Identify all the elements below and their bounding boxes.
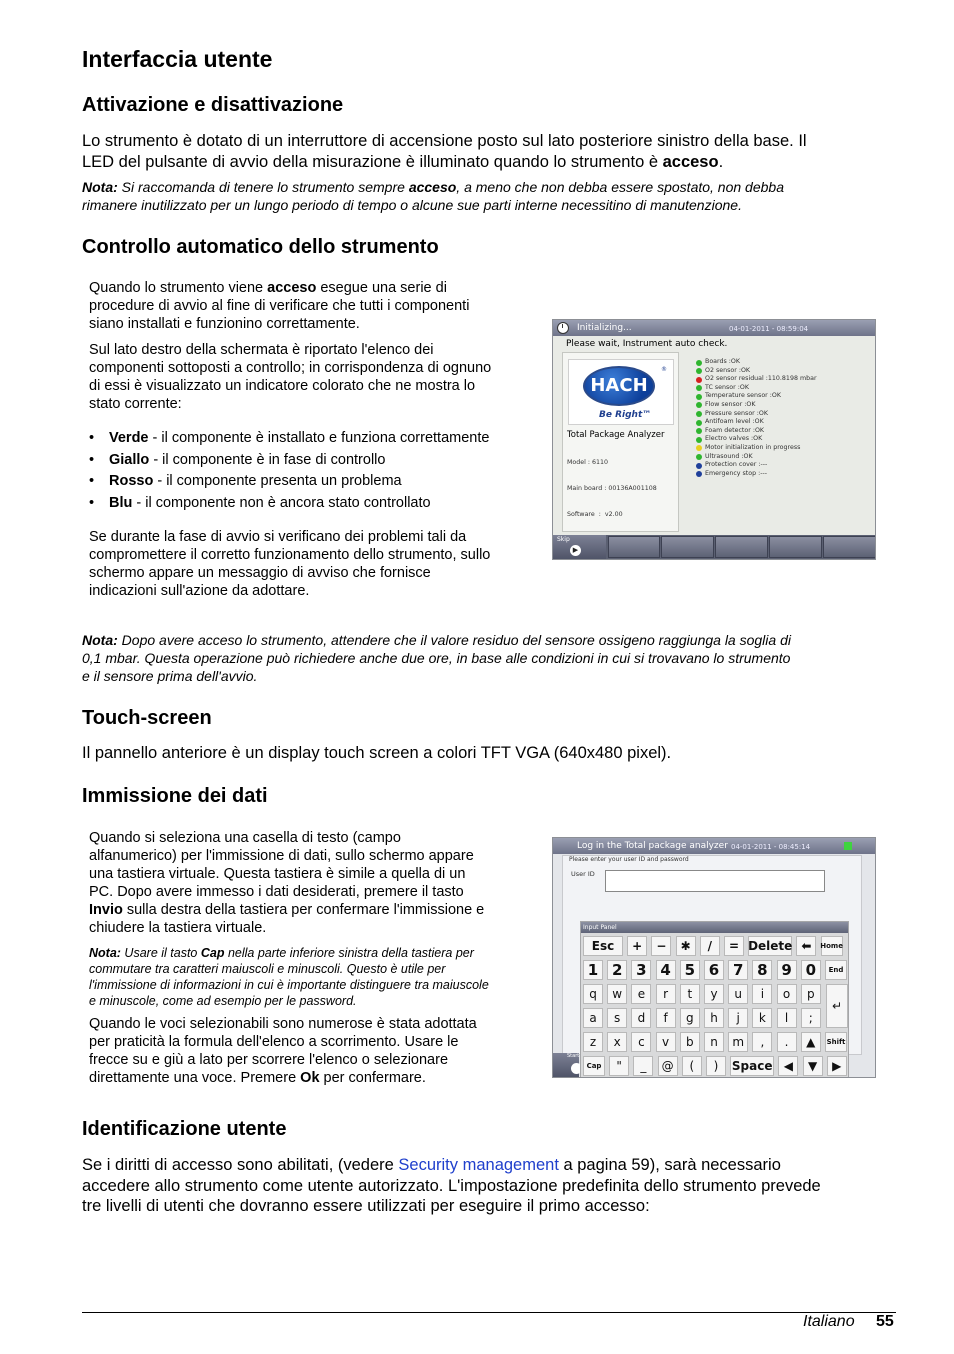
status-text: Boards :OK [705,358,740,365]
status-row [696,410,817,419]
status-text: Electro valves :OK [705,435,763,443]
start-label: Start [567,1053,580,1059]
key[interactable]: z [583,1032,603,1052]
status-text: TC sensor :OK [705,383,749,391]
user-id-field[interactable] [605,870,825,892]
key[interactable]: Shift [825,1032,847,1052]
key[interactable]: 9 [777,960,797,980]
page-number: 55 [876,1313,894,1330]
note: Nota: Dopo avere acceso lo strumento, attendere che il valore residuo del sensore ossigeno raggiunga la soglia di 0,1 mbar. Questa operazione può richiedere anche due ore, in base alle condizioni in cui si trovavano lo strumento e il sensore prima dell'avvio. [82,632,791,684]
status-row [696,435,817,444]
key[interactable]: g [680,1008,700,1028]
section-title-touchscreen: Touch-screen [82,707,212,729]
status-row [696,358,817,367]
status-text: O2 sensor residual :110.8198 mbar [705,375,817,383]
status-row [696,367,817,376]
status-text: O2 sensor :OK [705,366,751,374]
key[interactable]: Cap [583,1056,605,1076]
list-item: • Blu - il componente non è ancora stato controllato [89,493,489,515]
paragraph: Quando si seleziona una casella di testo (campo alfanumerico) per l'immissione di dati, sullo schermo appare una tastiera virtuale. Questa tastiera è simile a quella di un PC. Dopo avere immesso i dati desiderati, premere il tasto Invio sulla destra della tastiera per confermare l'immissione e chiudere la tastiera virtuale. [89,830,485,936]
status-row [696,444,817,453]
key[interactable]: s [607,1008,627,1028]
security-management-link[interactable]: Security management [398,1156,559,1174]
key[interactable]: ▲ [801,1032,821,1052]
status-row [696,427,817,436]
status-indicator-icon [696,454,702,460]
status-row [696,470,817,479]
function-button[interactable] [715,536,768,558]
key[interactable]: Space [730,1056,774,1076]
status-indicator-icon [696,411,702,417]
key[interactable]: 1 [583,960,603,980]
status-row [696,453,817,462]
key[interactable]: " [609,1056,629,1076]
function-button[interactable] [769,536,822,558]
key[interactable]: 4 [656,960,676,980]
initializing-screenshot [552,319,876,560]
status-indicator-icon [696,377,702,383]
key[interactable]: a [583,1008,603,1028]
status-indicator [844,842,852,850]
key[interactable]: i [752,984,772,1004]
clock-icon [557,322,569,334]
key[interactable]: 6 [704,960,724,980]
status-indicator-icon [696,420,702,426]
paragraph: Quando lo strumento viene acceso esegue una serie di procedure di avvio al fine di verificare che tutti i componenti siano installati e funzionino correttamente. [89,280,470,332]
key[interactable]: − [651,936,671,956]
footer-language: Italiano [803,1313,855,1330]
logo-registered: ® [661,366,667,373]
screen-titlebar [553,838,875,854]
section-title-controllo: Controllo automatico dello strumento [82,236,439,258]
page-title: Interfaccia utente [82,46,273,72]
status-row [696,384,817,393]
status-indicator-icon [696,463,702,469]
screen-title: Log in the Total package analyzer [577,841,728,851]
status-indicator-icon [696,385,702,391]
key[interactable]: Esc [583,936,623,956]
key[interactable]: u [728,984,748,1004]
status-row [696,401,817,410]
screen-bottombar [553,535,875,559]
key[interactable]: j [728,1008,748,1028]
key[interactable]: ✱ [676,936,696,956]
key[interactable]: f [656,1008,676,1028]
instrument-info: Model : 6110 Main board : 00136A001108 Software : v2.00 [567,459,657,518]
key[interactable]: / [700,936,720,956]
text-line: LED del pulsante di avvio della misurazione è illuminato quando lo strumento è acceso. [82,152,724,171]
login-hint: Please enter your user ID and password [569,856,689,863]
key[interactable]: ▶ [827,1056,847,1076]
key[interactable]: c [631,1032,651,1052]
paragraph [82,131,807,172]
key[interactable]: r [656,984,676,1004]
enter-key-icon[interactable]: ↵ [826,984,848,1028]
key[interactable]: . [777,1032,797,1052]
status-indicator-icon [696,394,702,400]
status-text: Protection cover :--- [705,461,768,469]
section-title-immissione: Immissione dei dati [82,785,268,807]
list-item: • Rosso - il componente presenta un problema [89,471,489,493]
screen-title: Initializing... [577,323,632,333]
status-text: Flow sensor :OK [705,400,756,408]
skip-label: Skip [557,536,570,543]
key[interactable]: End [825,960,847,980]
status-indicator-icon [696,368,702,374]
screen-datetime: 04-01-2011 - 08:59:04 [729,325,809,333]
status-text: Emergency stop :--- [705,469,768,477]
status-message: Please wait, Instrument auto check. [566,339,728,349]
skip-icon: ▶ [570,545,581,556]
status-indicator-icon [696,402,702,408]
footer-rule [82,1312,896,1313]
logo-text: HACH [583,366,655,406]
screen-datetime: 04-01-2011 - 08:45:14 [731,843,811,851]
key[interactable]: 3 [631,960,651,980]
key[interactable]: d [631,1008,651,1028]
key[interactable]: = [724,936,744,956]
key[interactable]: 5 [680,960,700,980]
key[interactable]: e [631,984,651,1004]
status-indicator-icon [696,428,702,434]
key[interactable]: Home [821,936,843,956]
key[interactable]: v [656,1032,676,1052]
note: Nota: Si raccomanda di tenere lo strumento sempre acceso, a meno che non debba essere spostato, non debba rimanere inutilizzato per un lungo periodo di tempo o alcune sue parti interne necessitino di manutenzione. [82,179,784,213]
function-button[interactable] [661,536,714,558]
instrument-info-panel [562,352,679,532]
virtual-keyboard [580,921,849,1078]
key[interactable]: p [801,984,821,1004]
key[interactable]: x [607,1032,627,1052]
status-indicator-icon [696,471,702,477]
key[interactable]: , [752,1032,772,1052]
key[interactable]: _ [633,1056,653,1076]
status-text: Temperature sensor :OK [705,392,781,400]
key[interactable]: q [583,984,603,1004]
component-status-list [696,358,817,478]
key[interactable]: m [728,1032,748,1052]
status-text: Antifoam level :OK [705,418,764,426]
function-button[interactable] [608,536,660,558]
status-row [696,375,817,384]
status-text: Pressure sensor :OK [705,409,768,417]
paragraph: Il pannello anteriore è un display touch screen a colori TFT VGA (640x480 pixel). [82,744,672,762]
paragraph: Se i diritti di accesso sono abilitati, (vedere Security management a pagina 59), sarà necessario accedere allo strumento come utente autorizzato. L'impostazione predefinita dello strumento prevede tre livelli di utenti che dovranno essere utilizzati per eseguire il primo accesso: [82,1156,821,1215]
note: Nota: Usare il tasto Cap nella parte inferiore sinistra della tastiera per commutare tra caratteri maiuscoli e minuscoli. Questo è utile per l'immissione di informazioni in cui è importante distinguere tra maiuscole e minuscole, come ad esempio per le password. [89,946,489,1008]
screen-titlebar [553,320,875,336]
status-row [696,392,817,401]
hach-logo [568,359,674,425]
key[interactable]: y [704,984,724,1004]
status-text: Ultrasound :OK [705,452,753,460]
key[interactable]: k [752,1008,772,1028]
login-screenshot [552,837,876,1078]
user-id-label: User ID [571,870,595,878]
status-text: Motor initialization in progress [705,443,801,451]
key[interactable]: 7 [728,960,748,980]
logo-tagline: Be Right™ [599,410,652,420]
status-color-list [89,428,489,514]
key[interactable]: Delete [748,936,792,956]
key[interactable]: t [680,984,700,1004]
status-text: Foam detector :OK [705,426,765,434]
key[interactable]: ) [706,1056,726,1076]
status-row [696,461,817,470]
key[interactable]: @ [658,1056,678,1076]
key[interactable]: ⬅ [796,936,816,956]
key[interactable]: w [607,984,627,1004]
section-title-identificazione: Identificazione utente [82,1118,287,1140]
key[interactable]: 2 [607,960,627,980]
paragraph: Quando le voci selezionabili sono numerose è stata adottata per praticità la formula dell'elenco a scorrimento. Usare le frecce su e giù a lato per scorrere l'elenco o selezionare direttamente una voce. Premere Ok per confermare. [89,1016,477,1086]
paragraph: Sul lato destro della schermata è riportato l'elenco dei componenti sottoposti a controllo; in corrispondenza di ognuno di essi è visualizzato un indicatore colorato che ne mostra lo stato corrente: [89,342,492,412]
list-item: • Verde - il componente è installato e funziona correttamente [89,428,489,450]
key[interactable]: ( [682,1056,702,1076]
key[interactable]: ; [801,1008,821,1028]
key[interactable]: ▼ [803,1056,823,1076]
status-row [696,418,817,427]
start-button[interactable] [553,1053,579,1077]
status-indicator-icon [696,437,702,443]
product-name: Total Package Analyzer [567,430,665,440]
text-line: Lo strumento è dotato di un interruttore di accensione posto sul lato posteriore sinistro della base. Il [82,132,807,150]
key[interactable]: 0 [801,960,821,980]
key[interactable]: ◀ [778,1056,798,1076]
key[interactable]: 8 [752,960,772,980]
key[interactable]: l [777,1008,797,1028]
key[interactable]: o [777,984,797,1004]
list-item: • Giallo - il componente è in fase di controllo [89,450,489,472]
key[interactable]: + [627,936,647,956]
key[interactable]: h [704,1008,724,1028]
key[interactable]: n [704,1032,724,1052]
skip-button[interactable] [553,535,606,559]
status-indicator-icon [696,445,702,451]
status-indicator-icon [696,360,702,366]
paragraph: Se durante la fase di avvio si verificano dei problemi tali da compromettere il corretto funzionamento dello strumento, sullo schermo appare un messaggio di avviso che fornisce indicazioni sull'azione da adottare. [89,529,491,599]
key[interactable]: b [680,1032,700,1052]
function-button[interactable] [823,536,876,558]
section-title-attivazione: Attivazione e disattivazione [82,94,344,116]
keyboard-title: Input Panel [581,922,848,933]
